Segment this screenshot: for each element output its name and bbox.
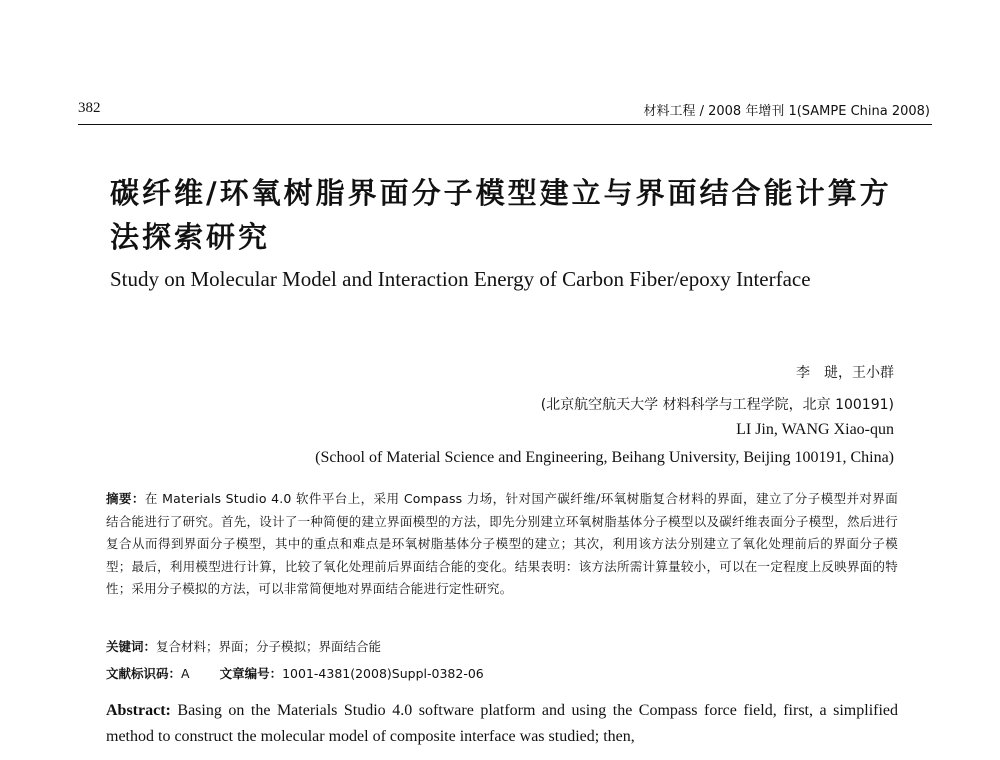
- abstract-chinese: [106, 488, 898, 601]
- running-head: 材料工程 / 2008 年增刊 1(SAMPE China 2008): [643, 104, 930, 119]
- document-codes: [106, 664, 484, 682]
- title-chinese: 碳纤维/环氧树脂界面分子模型建立与界面结合能计算方法探索研究: [110, 176, 892, 254]
- doc-code-value: A: [181, 666, 190, 681]
- keywords-chinese: [106, 637, 381, 655]
- affiliation-english: (School of Material Science and Engineering, Beihang University, Beijing 100191, China): [315, 449, 894, 466]
- abstract-chinese-label: 摘要：: [106, 491, 145, 506]
- title-english: Study on Molecular Model and Interaction Energy of Carbon Fiber/epoxy Interface: [110, 267, 811, 291]
- article-number-value: 1001-4381(2008)Suppl-0382-06: [282, 666, 484, 681]
- abstract-english-label: Abstract:: [106, 702, 171, 719]
- keywords-text: 复合材料；界面；分子模拟；界面结合能: [156, 639, 382, 654]
- abstract-english: [106, 698, 898, 750]
- authors-english: LI Jin, WANG Xiao-qun: [736, 421, 894, 438]
- abstract-english-text: Basing on the Materials Studio 4.0 software platform and using the Compass force field, first, a simplified method to construct the molecular model of composite interface was studied; then,: [106, 702, 899, 745]
- doc-code-label: 文献标识码：: [106, 666, 182, 681]
- header-rule: [78, 124, 932, 125]
- page-number: 382: [78, 100, 101, 116]
- abstract-chinese-text: 在 Materials Studio 4.0 软件平台上，采用 Compass 力场，针对国产碳纤维/环氧树脂复合材料的界面，建立了分子模型并对界面结合能进行了研究。首先，设计了一种简便的建立界面模型的方法，即先分别建立环氧树脂基体分子模型以及碳纤维表面分子模型，然后进行复合从而得到界面分子模型，其中的重点和难点是环氧树脂基体分子模型的建立；其次，利用该方法分别建立了氧化处理前后的界面分子模型；最后，利用模型进行计算，比较了氧化处理前后界面结合能的变化。结果表明：该方法所需计算量较小，可以在一定程度上反映界面的特性；采用分子模拟的方法，可以非常简便地对界面结合能进行定性研究。: [106, 491, 899, 597]
- article-number-label: 文章编号：: [219, 666, 283, 681]
- keywords-label: 关键词：: [106, 639, 157, 654]
- authors-chinese: 李 琎，王小群: [796, 365, 894, 381]
- affiliation-chinese: (北京航空航天大学 材料科学与工程学院，北京 100191): [540, 397, 894, 413]
